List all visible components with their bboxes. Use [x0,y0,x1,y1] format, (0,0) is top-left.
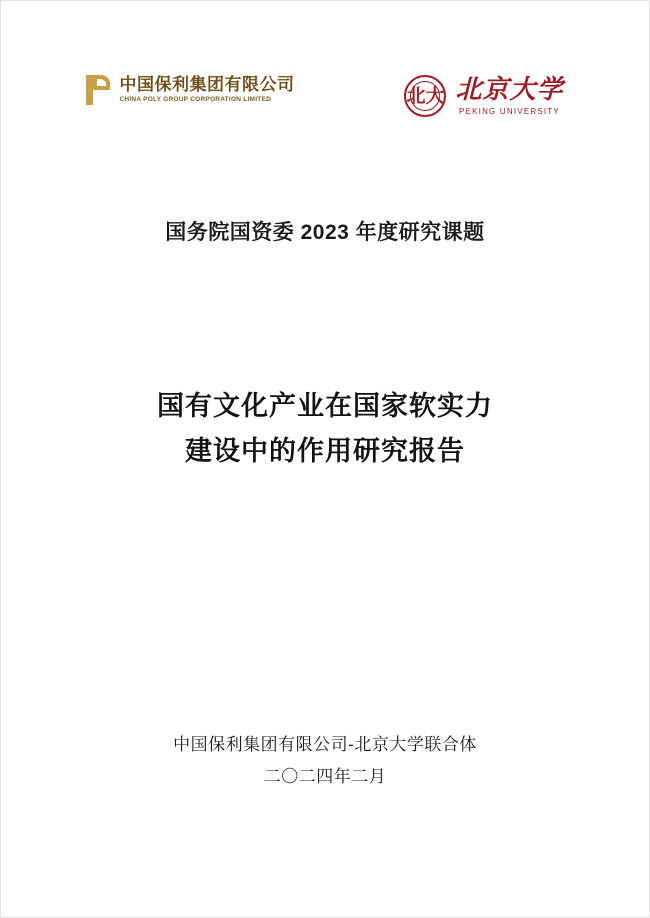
page-title-line-2: 建设中的作用研究报告 [185,435,465,466]
date-line: 二〇二四年二月 [263,767,387,787]
poly-group-name-cn: 中国保利集团有限公司 [119,75,295,95]
peking-university-seal-icon [404,75,446,117]
peking-university-logo-text [455,74,564,116]
peking-university-logo [404,75,563,117]
peking-university-name-cn: 北京大学 [455,74,564,105]
poly-group-logo [86,75,294,105]
cover-footer [1,729,649,794]
peking-university-seal-glyph: 北大 [406,84,445,107]
poly-group-mark-icon [86,75,112,105]
poly-group-name-en: CHINA POLY GROUP CORPORATION LIMITED [119,96,272,104]
poly-group-logo-text [119,76,294,104]
page-title-line-1: 国有文化产业在国家软实力 [157,391,493,421]
peking-university-name-en: PEKING UNIVERSITY [459,106,560,116]
research-subject-line: 国务院国资委 2023 年度研究课题 [165,221,485,244]
author-line: 中国保利集团有限公司-北京大学联合体 [173,735,477,754]
page-title [1,384,649,473]
logo-row [1,75,649,117]
